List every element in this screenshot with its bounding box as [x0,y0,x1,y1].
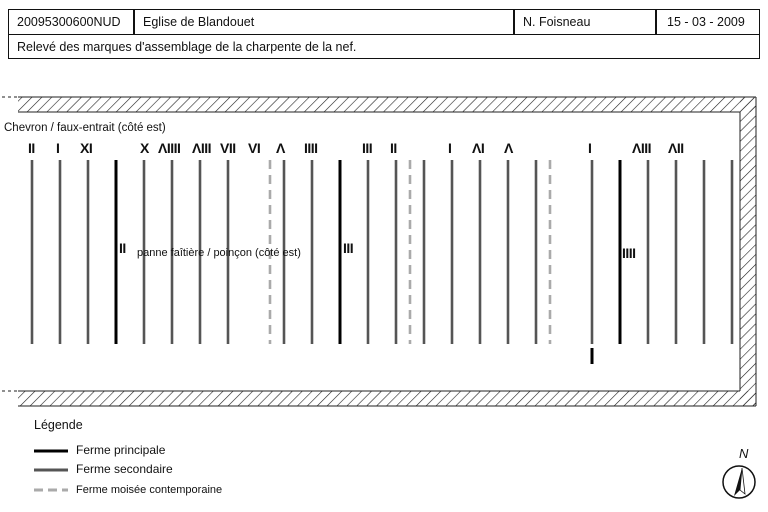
panne-mark: II [119,240,126,256]
chevron-mark: II [28,140,35,156]
chevron-mark: I [448,140,452,156]
rafters-group [32,160,732,364]
panne-mark: III [343,240,354,256]
south-wall [18,391,756,406]
site-cell: Eglise de Blandouet [143,15,255,29]
chevron-mark: ΛIIII [158,140,181,156]
chevron-mark: IIII [304,140,318,156]
chevron-mark: III [362,140,373,156]
chevron-mark: VI [248,140,261,156]
chevron-mark: II [390,140,397,156]
chevron-mark: VII [220,140,236,156]
bottom-mark [600,348,603,364]
date-cell: 15 - 03 - 2009 [667,15,745,29]
chevron-mark: I [588,140,592,156]
author-cell: N. Foisneau [523,15,591,29]
legend-label: Ferme moisée contemporaine [76,484,223,496]
chevron-mark: XI [80,140,93,156]
chevron-mark: I [56,140,60,156]
chevron-mark: Λ [504,140,513,156]
chevron-mark: ΛI [472,140,485,156]
panne-label: panne faîtière / poinçon (côté est) [137,247,301,259]
legend-label: Ferme secondaire [76,462,173,476]
compass-label: N [739,446,749,461]
legend-label: Ferme principale [76,443,166,457]
chevron-mark: ΛIII [632,140,652,156]
north-compass-icon [723,466,755,498]
chevron-mark: ΛIII [192,140,212,156]
reference-cell: 20095300600NUD [17,15,121,29]
chevron-label: Chevron / faux-entrait (côté est) [4,122,166,134]
legend-title: Légende [34,418,83,432]
chevron-mark: Λ [276,140,285,156]
panne-mark: IIII [622,245,636,261]
north-wall [18,97,756,112]
east-wall [740,97,756,406]
chevron-mark: ΛII [668,140,684,156]
description-text: Relevé des marques d'assemblage de la charpente de la nef. [17,40,357,54]
chevron-mark: X [140,140,149,156]
